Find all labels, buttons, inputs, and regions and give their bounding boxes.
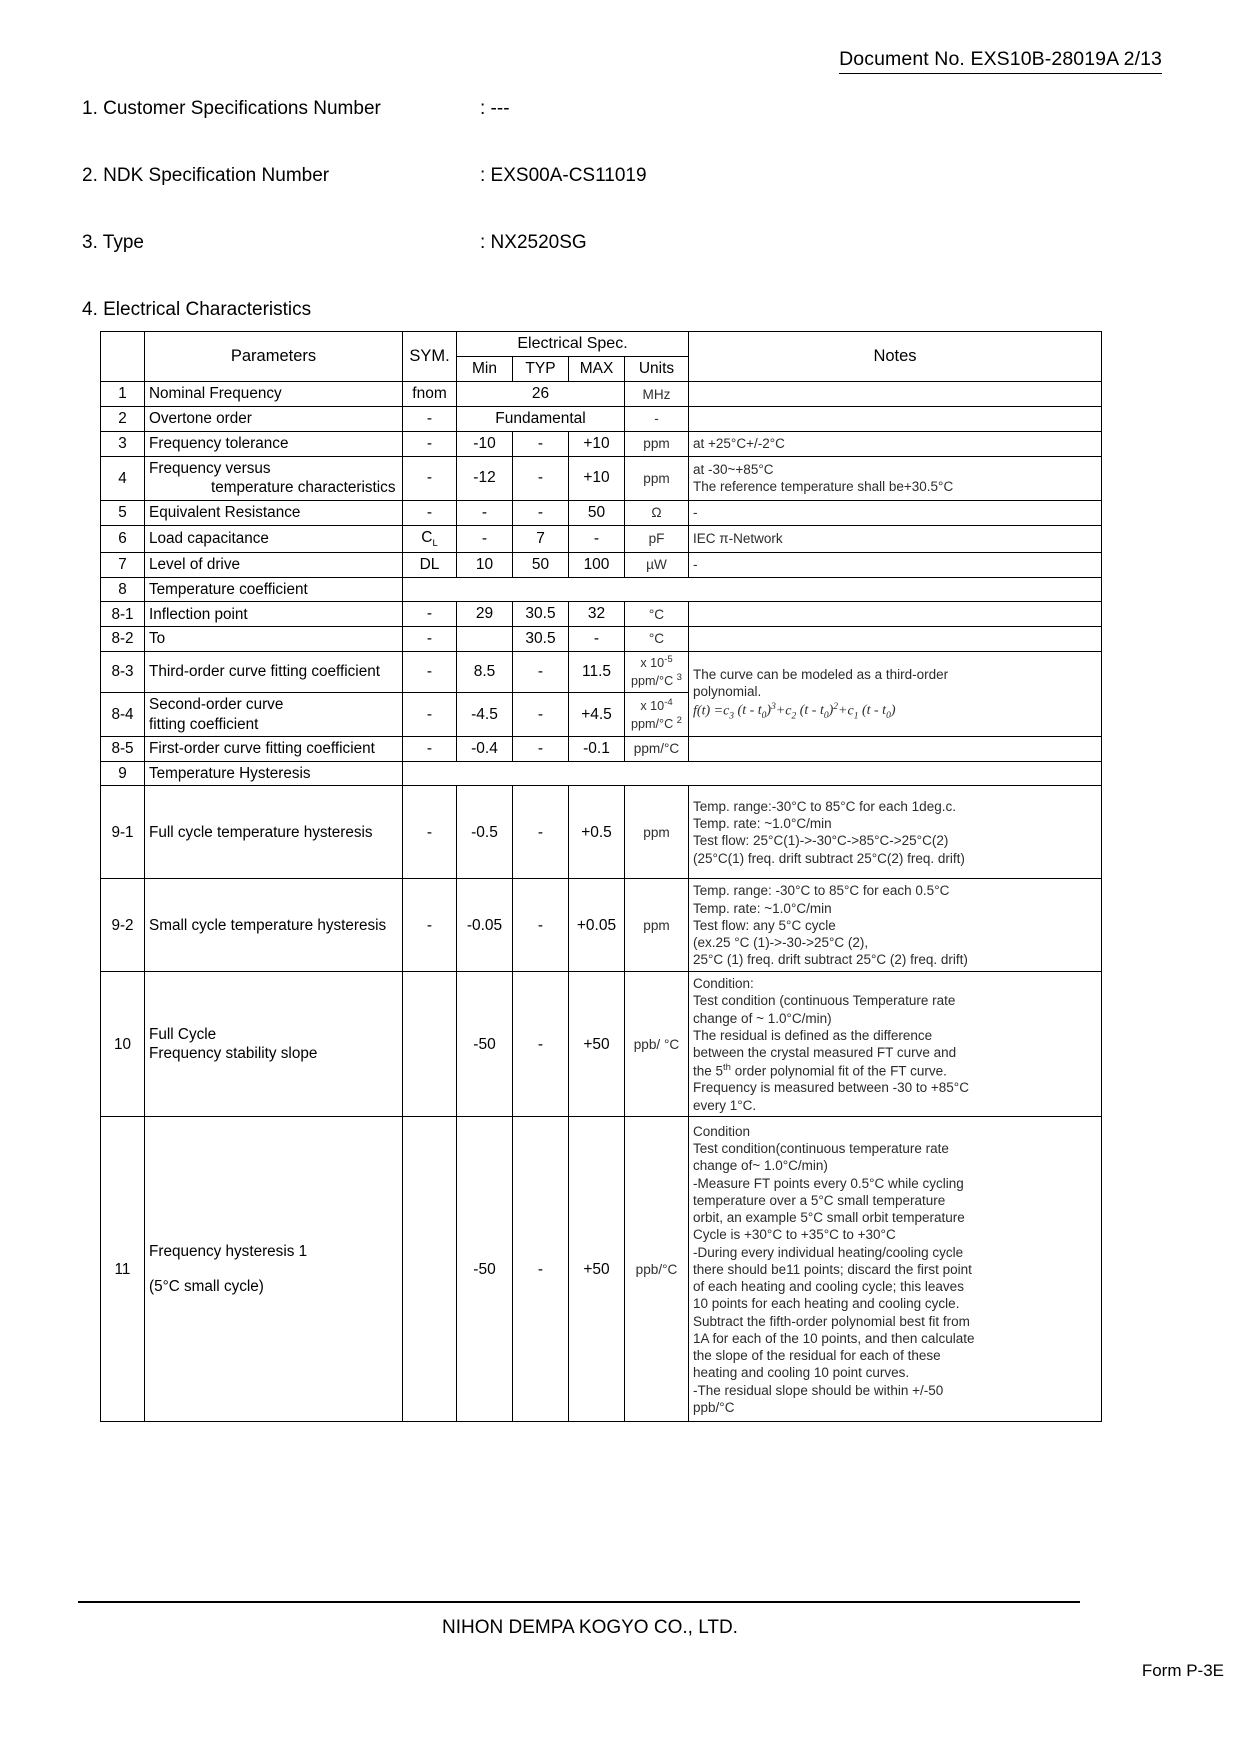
header-units: Units <box>625 357 689 382</box>
row-notes-line: Condition <box>693 1123 751 1139</box>
row-units <box>625 692 689 736</box>
spec-value-ndk: : EXS00A-CS11019 <box>480 165 647 186</box>
row-number: 8-5 <box>101 737 145 762</box>
header-electrical-spec: Electrical Spec. <box>457 332 689 357</box>
table-row <box>101 786 1102 879</box>
header-max: MAX <box>569 357 625 382</box>
row-parameter-line2: temperature characteristics <box>211 479 396 497</box>
spec-label-customer: 1. Customer Specifications Number <box>82 98 381 119</box>
row-notes-line: Test condition(continuous temperature rate <box>693 1140 949 1156</box>
row-number: 8-1 <box>101 602 145 627</box>
table-row <box>101 627 1102 652</box>
row-parameter <box>145 456 403 500</box>
row-max: 100 <box>569 553 625 578</box>
row-units: ppb/°C <box>625 1117 689 1422</box>
row-parameter: Third-order curve fitting coefficient <box>145 652 403 693</box>
row-max: 50 <box>569 500 625 525</box>
row-notes-line-ordinal: the 5th order polynomial fit of the FT curve. <box>693 1061 947 1078</box>
row-units: ppm <box>625 456 689 500</box>
row-number: 8-3 <box>101 652 145 693</box>
row-notes-line: between the crystal measured FT curve and <box>693 1045 957 1061</box>
row-parameter: Temperature coefficient <box>145 577 403 602</box>
row-notes <box>689 737 1102 762</box>
row-sym: - <box>403 692 457 736</box>
header-sym: SYM. <box>403 332 457 382</box>
row-sym: DL <box>403 553 457 578</box>
row-sym <box>403 525 457 552</box>
row-sym: fnom <box>403 382 457 407</box>
row-notes-line: Subtract the fifth-order polynomial best fit from <box>693 1313 970 1329</box>
row-notes-line: 1A for each of the 10 points, and then calculate <box>693 1330 975 1346</box>
page-footer <box>0 1575 1240 1681</box>
row-sym: - <box>403 652 457 693</box>
electrical-characteristics-table <box>100 331 1102 1422</box>
row-parameter: Temperature Hysteresis <box>145 761 403 786</box>
document-number: Document No. EXS10B-28019A 2/13 <box>839 48 1162 74</box>
row-number: 1 <box>101 382 145 407</box>
row-parameter-line1: Full Cycle <box>149 1025 217 1043</box>
row-notes-line: Test flow: 25°C(1)->-30°C->85°C->25°C(2) <box>693 833 949 849</box>
row-notes: IEC π-Network <box>689 525 1102 552</box>
table-row <box>101 500 1102 525</box>
row-notes <box>689 786 1102 879</box>
spec-label-ndk: 2. NDK Specification Number <box>82 165 330 186</box>
row-parameter <box>145 1117 403 1422</box>
row-number: 10 <box>101 972 145 1117</box>
row-sym: - <box>403 456 457 500</box>
row-min: - <box>457 525 513 552</box>
row-notes-line: -The residual slope should be within +/-50 <box>693 1382 944 1398</box>
document-header <box>78 48 1162 74</box>
row-units-exponent2: 3 <box>676 672 682 683</box>
row-number: 8-4 <box>101 692 145 736</box>
row-max: -0.1 <box>569 737 625 762</box>
row-notes-line: there should be11 points; discard the first point <box>693 1261 972 1277</box>
row-units-exponent2: 2 <box>676 714 682 726</box>
spec-line-type <box>82 232 1162 254</box>
row-notes <box>689 407 1102 432</box>
row-parameter: Level of drive <box>145 553 403 578</box>
row-typ: 7 <box>513 525 569 552</box>
table-row <box>101 652 1102 693</box>
row-number: 11 <box>101 1117 145 1422</box>
row-sym-base: C <box>421 528 433 546</box>
row-notes <box>689 1117 1102 1422</box>
row-group-blank <box>403 577 1102 602</box>
row-parameter: Frequency tolerance <box>145 431 403 456</box>
row-min: 29 <box>457 602 513 627</box>
row-notes <box>689 627 1102 652</box>
row-notes: at +25°C+/-2°C <box>689 431 1102 456</box>
polynomial-formula: $f(t) =c_3$ $(t - t_0)^3+c_2$ $(t - t_0)^2+c_1$ $(t - t_0)$ <box>693 701 896 721</box>
row-units: MHz <box>625 382 689 407</box>
row-units: pF <box>625 525 689 552</box>
footer-divider <box>78 1601 1080 1603</box>
row-notes-line: (25°C(1) freq. drift subtract 25°C(2) freq. drift) <box>693 850 965 866</box>
row-sym <box>403 1117 457 1422</box>
row-typ: - <box>513 431 569 456</box>
row-min: -10 <box>457 431 513 456</box>
row-typ: - <box>513 456 569 500</box>
row-typ: - <box>513 879 569 972</box>
row-units: ppb/ °C <box>625 972 689 1117</box>
spec-value-type: : NX2520SG <box>480 232 587 253</box>
row-min: -50 <box>457 1117 513 1422</box>
row-notes-line: -During every individual heating/cooling cycle <box>693 1244 964 1260</box>
row-typ: 30.5 <box>513 602 569 627</box>
header-number-blank <box>101 332 145 382</box>
row-parameter <box>145 692 403 736</box>
row-notes-line: 10 points for each heating and cooling cycle. <box>693 1296 960 1312</box>
row-number: 3 <box>101 431 145 456</box>
row-notes-line: Test flow: any 5°C cycle <box>693 917 836 933</box>
row-typ: - <box>513 972 569 1117</box>
row-units: ppm <box>625 431 689 456</box>
row-notes-line: The residual is defined as the difference <box>693 1027 933 1043</box>
row-sym: - <box>403 500 457 525</box>
row-sym: - <box>403 627 457 652</box>
row-number: 9-1 <box>101 786 145 879</box>
row-notes: - <box>689 553 1102 578</box>
row-parameter: Inflection point <box>145 602 403 627</box>
row-parameter-line1: Frequency versus <box>149 459 271 477</box>
table-row <box>101 407 1102 432</box>
header-notes: Notes <box>689 332 1102 382</box>
row-notes <box>689 879 1102 972</box>
footer-company-name: NIHON DEMPA KOGYO CO., LTD. <box>442 1617 738 1638</box>
row-number: 9-2 <box>101 879 145 972</box>
row-typ: - <box>513 737 569 762</box>
row-parameter-line2: Frequency stability slope <box>149 1045 318 1063</box>
row-units-exponent: -4 <box>664 696 673 708</box>
row-number: 9 <box>101 761 145 786</box>
row-units-line2: ppm/°C $^2$ <box>631 714 682 731</box>
table-row <box>101 577 1102 602</box>
row-sym: - <box>403 431 457 456</box>
row-number: 7 <box>101 553 145 578</box>
row-notes <box>689 972 1102 1117</box>
row-max: 32 <box>569 602 625 627</box>
row-max: +50 <box>569 972 625 1117</box>
row-notes-line: Frequency is measured between -30 to +85°C <box>693 1080 969 1096</box>
row-min: -4.5 <box>457 692 513 736</box>
row-units-line2: ppm/°C $^3$ <box>631 672 682 689</box>
row-max: +4.5 <box>569 692 625 736</box>
row-parameter: Load capacitance <box>145 525 403 552</box>
row-notes-line: of each heating and cooling cycle; this leaves <box>693 1279 964 1295</box>
row-max: - <box>569 525 625 552</box>
row-notes <box>689 382 1102 407</box>
row-notes: - <box>689 500 1102 525</box>
table-row <box>101 456 1102 500</box>
row-number: 5 <box>101 500 145 525</box>
row-notes-line: -Measure FT points every 0.5°C while cycling <box>693 1175 964 1191</box>
row-parameter: First-order curve fitting coefficient <box>145 737 403 762</box>
row-max: +50 <box>569 1117 625 1422</box>
row-number: 2 <box>101 407 145 432</box>
row-number: 8 <box>101 577 145 602</box>
spec-value-customer: : --- <box>480 98 510 119</box>
row-parameter-line2: (5°C small cycle) <box>149 1278 264 1296</box>
row-units: °C <box>625 602 689 627</box>
row-notes-line: Temp. rate: ~1.0°C/min <box>693 816 832 832</box>
row-sym: - <box>403 879 457 972</box>
row-parameter <box>145 972 403 1117</box>
row-typ: 50 <box>513 553 569 578</box>
row-notes <box>689 456 1102 500</box>
row-sym: - <box>403 737 457 762</box>
footer-form-number: Form P-3E <box>1141 1661 1224 1680</box>
row-units <box>625 652 689 693</box>
row-max: +10 <box>569 456 625 500</box>
row-notes-line: (ex.25 °C (1)->-30->25°C (2), <box>693 935 869 951</box>
table-header-row-1 <box>101 332 1102 357</box>
row-units-line1: x $10^{-5}$ <box>640 654 673 671</box>
row-typ: 30.5 <box>513 627 569 652</box>
header-parameters: Parameters <box>145 332 403 382</box>
row-units: - <box>625 407 689 432</box>
row-notes-line: Cycle is +30°C to +35°C to +30°C <box>693 1227 896 1243</box>
row-max: - <box>569 627 625 652</box>
row-min: - <box>457 500 513 525</box>
row-units-exponent: -5 <box>664 654 673 666</box>
row-typ: - <box>513 652 569 693</box>
row-min: -0.5 <box>457 786 513 879</box>
row-sym: - <box>403 407 457 432</box>
table-row <box>101 525 1102 552</box>
row-number: 4 <box>101 456 145 500</box>
row-notes-line: change of ~ 1.0°C/min) <box>693 1010 832 1026</box>
table-row <box>101 602 1102 627</box>
spec-label-type: 3. Type <box>82 232 144 253</box>
row-units: Ω <box>625 500 689 525</box>
table-row <box>101 761 1102 786</box>
row-min: -12 <box>457 456 513 500</box>
table-row <box>101 553 1102 578</box>
row-parameter: Full cycle temperature hysteresis <box>145 786 403 879</box>
row-units: °C <box>625 627 689 652</box>
spec-line-customer <box>82 98 1162 120</box>
row-number: 8-2 <box>101 627 145 652</box>
row-merged-value: 26 <box>457 382 625 407</box>
row-min: -0.05 <box>457 879 513 972</box>
row-notes-line1: The curve can be modeled as a third-order <box>693 667 949 682</box>
row-notes-line: the slope of the residual for each of these <box>693 1348 941 1364</box>
row-notes-line: Condition: <box>693 976 754 992</box>
row-min <box>457 627 513 652</box>
row-sym: - <box>403 602 457 627</box>
row-parameter: Small cycle temperature hysteresis <box>145 879 403 972</box>
row-parameter: Overtone order <box>145 407 403 432</box>
table-row <box>101 431 1102 456</box>
table-row <box>101 737 1102 762</box>
row-notes-line: change of~ 1.0°C/min) <box>693 1158 828 1174</box>
row-units: ppm <box>625 879 689 972</box>
row-sym: - <box>403 786 457 879</box>
row-typ: - <box>513 786 569 879</box>
row-notes-line: Temp. range:-30°C to 85°C for each 1deg.c. <box>693 798 956 814</box>
row-notes-line: 25°C (1) freq. drift subtract 25°C (2) freq. drift) <box>693 952 968 968</box>
row-max: +0.5 <box>569 786 625 879</box>
row-notes-line: temperature over a 5°C small temperature <box>693 1192 946 1208</box>
row-units: µW <box>625 553 689 578</box>
row-notes-line: every 1°C. <box>693 1097 757 1113</box>
row-notes-line1: at -30~+85°C <box>693 462 774 478</box>
row-min: 8.5 <box>457 652 513 693</box>
row-notes-line: orbit, an example 5°C small orbit temperature <box>693 1210 965 1226</box>
row-sym-subscript: L <box>432 537 438 549</box>
row-max: +0.05 <box>569 879 625 972</box>
section-title-electrical: 4. Electrical Characteristics <box>82 299 312 320</box>
table-row <box>101 879 1102 972</box>
header-min: Min <box>457 357 513 382</box>
row-notes <box>689 652 1102 737</box>
row-parameter: Equivalent Resistance <box>145 500 403 525</box>
row-notes-line: Temp. rate: ~1.0°C/min <box>693 900 832 916</box>
specification-lines <box>82 98 1162 254</box>
row-merged-value: Fundamental <box>457 407 625 432</box>
row-min: -50 <box>457 972 513 1117</box>
row-notes-line: Test condition (continuous Temperature rate <box>693 993 956 1009</box>
row-units-line1: x $10^{-4}$ <box>640 696 673 713</box>
row-group-blank <box>403 761 1102 786</box>
spec-line-ndk <box>82 165 1162 187</box>
row-parameter-line2: fitting coefficient <box>149 715 259 733</box>
row-notes <box>689 602 1102 627</box>
row-number: 6 <box>101 525 145 552</box>
row-notes-line2: polynomial. <box>693 684 762 700</box>
header-typ: TYP <box>513 357 569 382</box>
row-min: -0.4 <box>457 737 513 762</box>
row-parameter: Nominal Frequency <box>145 382 403 407</box>
row-notes-line: ppb/°C <box>693 1399 735 1415</box>
row-max: 11.5 <box>569 652 625 693</box>
row-typ: - <box>513 500 569 525</box>
row-notes-line: heating and cooling 10 point curves. <box>693 1365 910 1381</box>
row-min: 10 <box>457 553 513 578</box>
row-units: ppm/°C <box>625 737 689 762</box>
table-row <box>101 1117 1102 1422</box>
row-parameter: To <box>145 627 403 652</box>
row-parameter-line1: Frequency hysteresis 1 <box>149 1242 308 1260</box>
row-max: +10 <box>569 431 625 456</box>
row-typ: - <box>513 1117 569 1422</box>
table-row <box>101 382 1102 407</box>
row-typ: - <box>513 692 569 736</box>
row-notes-line: Temp. range: -30°C to 85°C for each 0.5°C <box>693 883 950 899</box>
row-parameter-line1: Second-order curve <box>149 695 284 713</box>
row-notes-line2: The reference temperature shall be+30.5°C <box>693 479 954 495</box>
row-units: ppm <box>625 786 689 879</box>
table-row <box>101 972 1102 1117</box>
row-sym <box>403 972 457 1117</box>
